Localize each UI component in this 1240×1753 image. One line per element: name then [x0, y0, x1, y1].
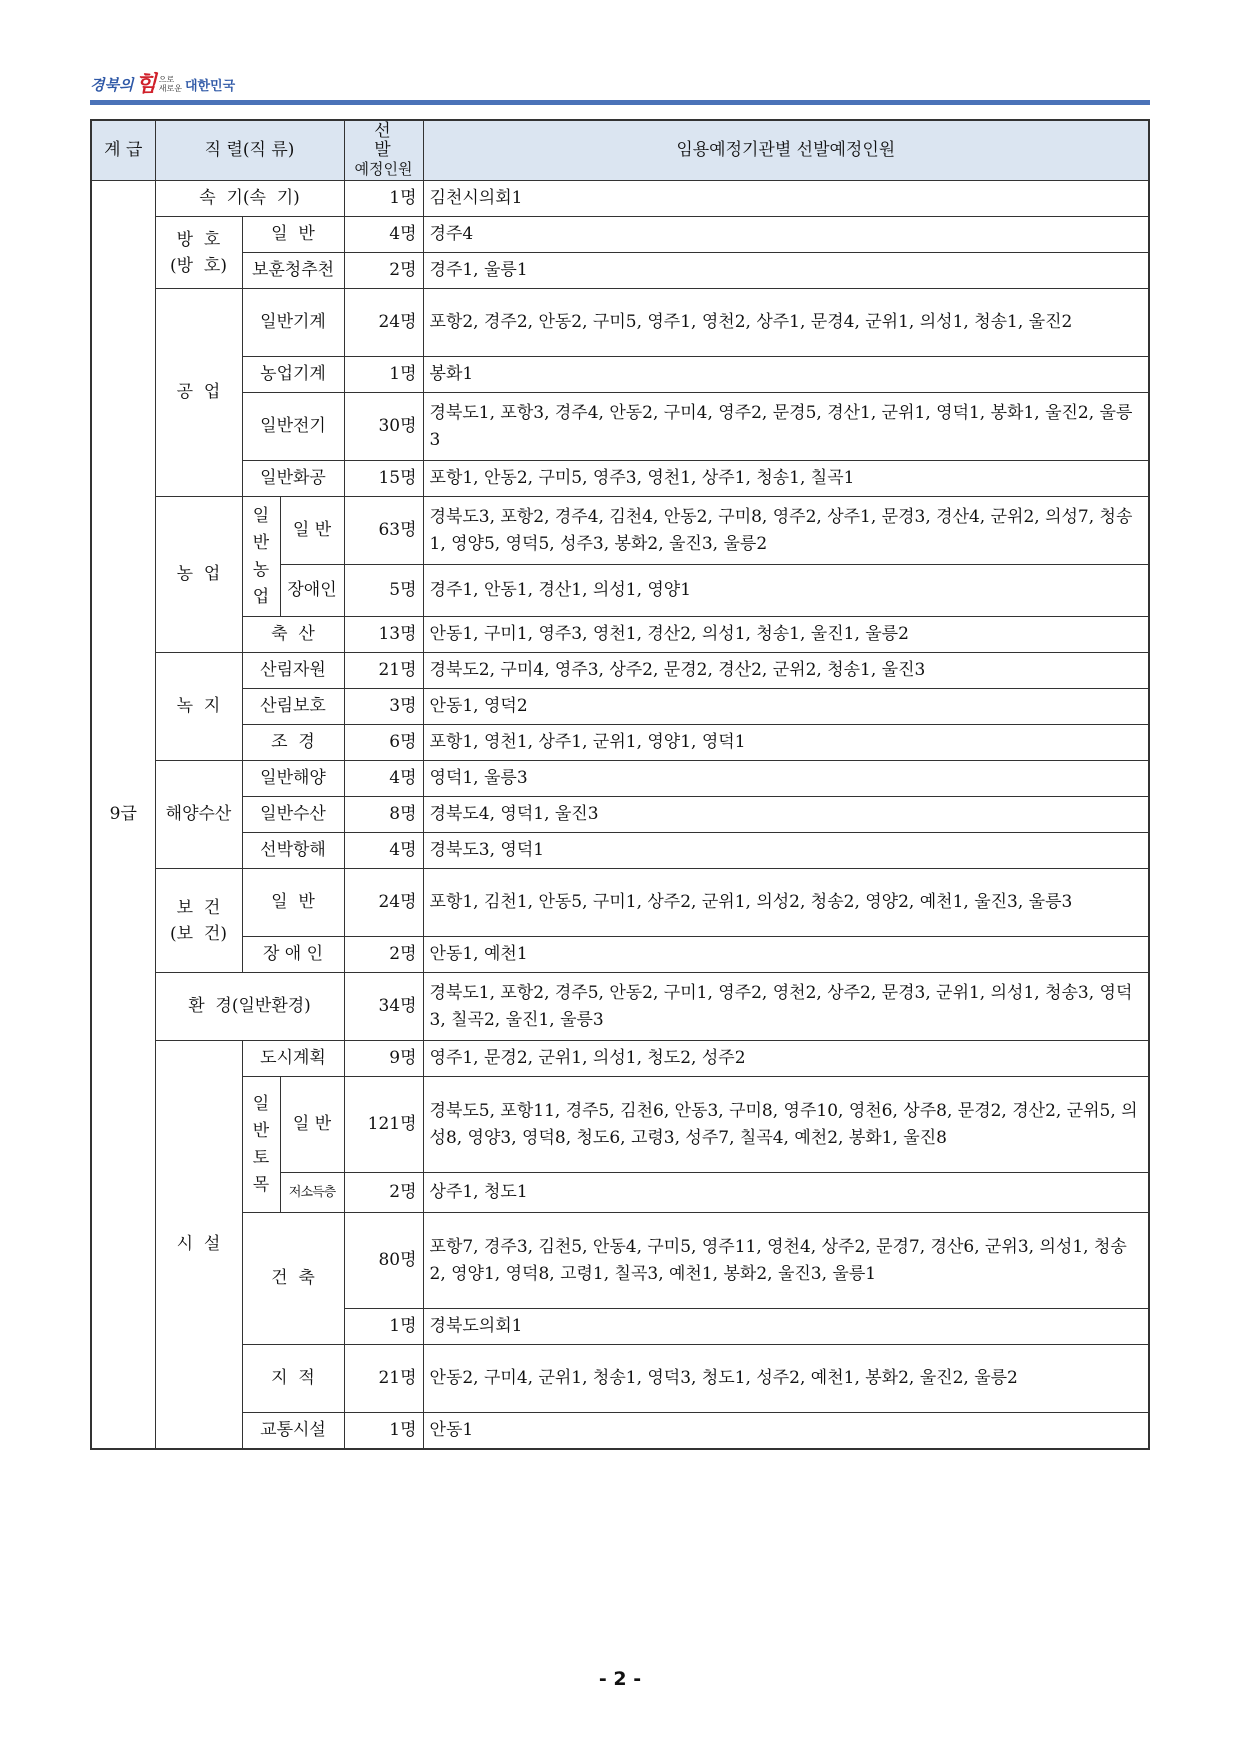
table-row: [91, 653, 1149, 689]
group-gongeop: 공 업: [155, 289, 242, 497]
count-cell: 80명: [344, 1213, 423, 1309]
count-cell: 2명: [344, 1173, 423, 1213]
table-row: [91, 1413, 1149, 1449]
table-row: [91, 497, 1149, 565]
series-label: 산림보호: [242, 689, 344, 725]
agencies-cell: 경북도3, 영덕1: [423, 833, 1149, 869]
table-header-row: [91, 120, 1149, 181]
count-cell: 4명: [344, 761, 423, 797]
count-cell: 1명: [344, 1309, 423, 1345]
table-row: [91, 217, 1149, 253]
agencies-cell: 포항2, 경주2, 안동2, 구미5, 영주1, 영천2, 상주1, 문경4, 군위1, 의성1, 청송1, 울진2: [423, 289, 1149, 357]
count-cell: 63명: [344, 497, 423, 565]
count-cell: 4명: [344, 833, 423, 869]
table-row: [91, 1077, 1149, 1173]
count-cell: 121명: [344, 1077, 423, 1173]
series-label: 일 반: [242, 869, 344, 937]
table-row: [91, 289, 1149, 357]
agencies-cell: 안동2, 구미4, 군위1, 청송1, 영덕3, 청도1, 성주2, 예천1, 봉화2, 울진2, 울릉2: [423, 1345, 1149, 1413]
series-label: 일반전기: [242, 393, 344, 461]
series-label: 저소득층: [280, 1173, 344, 1213]
count-cell: 2명: [344, 937, 423, 973]
count-cell: 4명: [344, 217, 423, 253]
count-cell: 6명: [344, 725, 423, 761]
agencies-cell: 경주4: [423, 217, 1149, 253]
count-cell: 15명: [344, 461, 423, 497]
agencies-cell: 포항7, 경주3, 김천5, 안동4, 구미5, 영주11, 영천4, 상주2, 문경7, 경산6, 군위3, 의성1, 청송2, 영양1, 영덕8, 고령1, 칠곡3, 예천1, 봉화2, 울진3, 울릉1: [423, 1213, 1149, 1309]
agencies-cell: 봉화1: [423, 357, 1149, 393]
series-label: 도시계획: [242, 1041, 344, 1077]
series-label: 일반해양: [242, 761, 344, 797]
table-row: [91, 181, 1149, 217]
gyeongbuk-slogan-logo: 경북의 힘 으로 새로운 대한민국: [90, 71, 236, 97]
agencies-cell: 안동1, 구미1, 영주3, 영천1, 경산2, 의성1, 청송1, 울진1, 울릉2: [423, 617, 1149, 653]
header-agencies: 임용예정기관별 선발예정인원: [423, 120, 1149, 181]
series-label: 일반수산: [242, 797, 344, 833]
series-label: 일 반: [280, 497, 344, 565]
table-row: [91, 461, 1149, 497]
series-label: 일반화공: [242, 461, 344, 497]
count-cell: 13명: [344, 617, 423, 653]
count-cell: 9명: [344, 1041, 423, 1077]
count-cell: 3명: [344, 689, 423, 725]
agencies-cell: 안동1: [423, 1413, 1149, 1449]
series-label: 장애인: [280, 565, 344, 617]
header-count: 선 발 예정인원: [344, 120, 423, 181]
table-row: [91, 937, 1149, 973]
series-label: 지 적: [242, 1345, 344, 1413]
subgroup-ilban-tomok: 일 반 토 목: [242, 1077, 280, 1213]
series-label: 장 애 인: [242, 937, 344, 973]
table-row: [91, 797, 1149, 833]
series-label: 일반기계: [242, 289, 344, 357]
recruitment-table: [90, 119, 1150, 1450]
table-row: [91, 253, 1149, 289]
count-cell: 5명: [344, 565, 423, 617]
agencies-cell: 영주1, 문경2, 군위1, 의성1, 청도2, 성주2: [423, 1041, 1149, 1077]
page-number: - 2 -: [598, 1668, 642, 1690]
agencies-cell: 포항1, 영천1, 상주1, 군위1, 영양1, 영덕1: [423, 725, 1149, 761]
table-row: [91, 1213, 1149, 1309]
count-cell: 30명: [344, 393, 423, 461]
count-cell: 8명: [344, 797, 423, 833]
agencies-cell: 김천시의회1: [423, 181, 1149, 217]
group-nongeop: 농 업: [155, 497, 242, 653]
table-row: [91, 833, 1149, 869]
series-label: 일 반: [280, 1077, 344, 1173]
series-label: 축 산: [242, 617, 344, 653]
series-label: 농업기계: [242, 357, 344, 393]
table-row: [91, 357, 1149, 393]
agencies-cell: 경주1, 울릉1: [423, 253, 1149, 289]
count-cell: 1명: [344, 181, 423, 217]
group-haeyang: 해양수산: [155, 761, 242, 869]
series-label: 교통시설: [242, 1413, 344, 1449]
agencies-cell: 경북도2, 구미4, 영주3, 상주2, 문경2, 경산2, 군위2, 청송1, 울진3: [423, 653, 1149, 689]
count-cell: 34명: [344, 973, 423, 1041]
series-label: 선박항해: [242, 833, 344, 869]
count-cell: 24명: [344, 289, 423, 357]
series-label: 일 반: [242, 217, 344, 253]
agencies-cell: 영덕1, 울릉3: [423, 761, 1149, 797]
subgroup-ilban-nongeop: 일 반 농 업: [242, 497, 280, 617]
count-cell: 1명: [344, 357, 423, 393]
count-cell: 1명: [344, 1413, 423, 1449]
agencies-cell: 안동1, 예천1: [423, 937, 1149, 973]
table-row: [91, 1345, 1149, 1413]
series-label: 속 기(속 기): [155, 181, 344, 217]
table-row: [91, 689, 1149, 725]
agencies-cell: 경북도1, 포항3, 경주4, 안동2, 구미4, 영주2, 문경5, 경산1, 군위1, 영덕1, 봉화1, 울진2, 울릉3: [423, 393, 1149, 461]
group-bangho: 방 호 (방 호): [155, 217, 242, 289]
table-row: [91, 869, 1149, 937]
table-row: [91, 761, 1149, 797]
table-row: [91, 617, 1149, 653]
series-label: 조 경: [242, 725, 344, 761]
agencies-cell: 경북도1, 포항2, 경주5, 안동2, 구미1, 영주2, 영천2, 상주2, 문경3, 군위1, 의성1, 청송3, 영덕3, 칠곡2, 울진1, 울릉3: [423, 973, 1149, 1041]
header-series: 직 렬(직 류): [155, 120, 344, 181]
table-row: [91, 725, 1149, 761]
series-label: 보훈청추천: [242, 253, 344, 289]
agencies-cell: 상주1, 청도1: [423, 1173, 1149, 1213]
count-cell: 24명: [344, 869, 423, 937]
group-siseol: 시 설: [155, 1041, 242, 1449]
agencies-cell: 포항1, 김천1, 안동5, 구미1, 상주2, 군위1, 의성2, 청송2, 영양2, 예천1, 울진3, 울릉3: [423, 869, 1149, 937]
series-label: 산림자원: [242, 653, 344, 689]
agencies-cell: 경북도5, 포항11, 경주5, 김천6, 안동3, 구미8, 영주10, 영천6, 상주8, 문경2, 경산2, 군위5, 의성8, 영양3, 영덕8, 청도6, 고령3, 성주7, 칠곡4, 예천2, 봉화1, 울진8: [423, 1077, 1149, 1173]
agencies-cell: 경북도의회1: [423, 1309, 1149, 1345]
agencies-cell: 경북도4, 영덕1, 울진3: [423, 797, 1149, 833]
table-row: [91, 393, 1149, 461]
agencies-cell: 안동1, 영덕2: [423, 689, 1149, 725]
group-bogeon: 보 건 (보 건): [155, 869, 242, 973]
page-header: [90, 64, 1150, 108]
table-row: [91, 973, 1149, 1041]
count-cell: 2명: [344, 253, 423, 289]
grade-cell: 9급: [91, 181, 155, 1449]
count-cell: 21명: [344, 1345, 423, 1413]
count-cell: 21명: [344, 653, 423, 689]
table-row: [91, 1041, 1149, 1077]
agencies-cell: 경주1, 안동1, 경산1, 의성1, 영양1: [423, 565, 1149, 617]
series-label: 건 축: [242, 1213, 344, 1345]
agencies-cell: 포항1, 안동2, 구미5, 영주3, 영천1, 상주1, 청송1, 칠곡1: [423, 461, 1149, 497]
header-rule: [90, 100, 1150, 105]
header-grade: 계 급: [91, 120, 155, 181]
agencies-cell: 경북도3, 포항2, 경주4, 김천4, 안동2, 구미8, 영주2, 상주1, 문경3, 경산4, 군위2, 의성7, 청송1, 영양5, 영덕5, 성주3, 봉화2, 울진3, 울릉2: [423, 497, 1149, 565]
group-nokji: 녹 지: [155, 653, 242, 761]
series-label: 환 경(일반환경): [155, 973, 344, 1041]
